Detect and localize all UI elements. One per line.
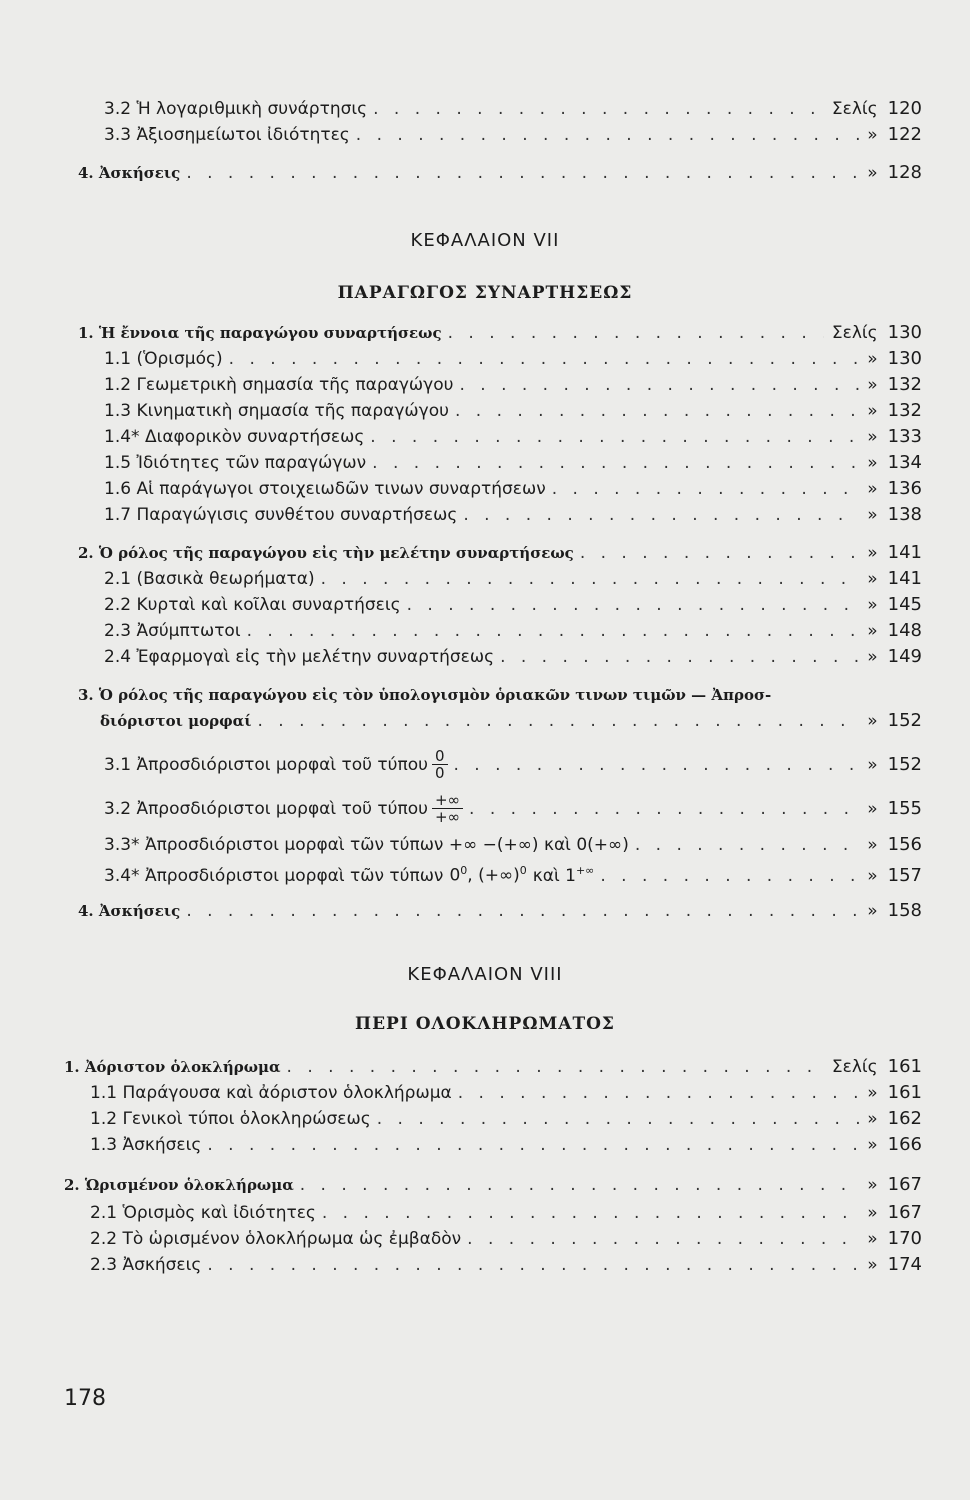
entry-page: 152	[887, 753, 922, 775]
entry-title: 3.2 Ἀπροσδιόριστοι μορφαὶ τοῦ τύπου	[104, 798, 428, 819]
entry-page: 133	[887, 426, 922, 447]
ditto-mark: »	[867, 754, 878, 775]
entry-title: 3.3 Ἀξιοσημείωτοι ἰδιότητες	[104, 125, 350, 145]
ditto-mark: »	[867, 349, 878, 369]
toc-entry-8-2[interactable]	[64, 1174, 922, 1196]
form-infinity-base: , (+∞)	[467, 865, 520, 886]
toc-entry-8-2-2[interactable]	[90, 1228, 922, 1250]
dot-leader	[454, 754, 860, 776]
ditto-mark: »	[867, 865, 878, 886]
entry-title: διόριστοι μορφαί	[100, 712, 252, 730]
entry-title: 2. Ὡρισμένον ὁλοκλήρωμα	[64, 1176, 294, 1194]
entry-page: 155	[887, 797, 922, 819]
dot-leader	[207, 1254, 859, 1276]
entry-page: 134	[887, 452, 922, 473]
entry-title: 1.7 Παραγώγισις συνθέτου συναρτήσεως	[104, 505, 458, 525]
ditto-mark: »	[867, 375, 878, 395]
dot-leader	[500, 646, 859, 668]
chapter-title: ΠΑΡΑΓΩΓΟΣ ΣΥΝΑΡΤΗΣΕΩΣ	[337, 283, 633, 303]
entry-title: 1.1 (Ὁρισμός)	[104, 349, 223, 369]
entry-page: 149	[887, 646, 922, 667]
entry-page: 161	[887, 1056, 922, 1077]
fraction-numerator: 0	[432, 748, 448, 765]
ditto-mark: »	[867, 453, 878, 473]
dot-leader	[373, 98, 824, 120]
toc-entry-7-2-3[interactable]	[104, 620, 922, 642]
dot-leader	[287, 1056, 824, 1078]
entry-title: 1.3 Κινηματικὴ σημασία τῆς παραγώγου	[104, 401, 449, 421]
entry-page: 130	[887, 348, 922, 369]
dot-leader	[467, 1228, 859, 1250]
entry-page: 166	[887, 1134, 922, 1155]
form-zero-base: 0	[449, 865, 461, 886]
fraction-numerator: +∞	[432, 792, 463, 809]
entry-page: 136	[887, 478, 922, 499]
entry-title: 3. Ὁ ρόλος τῆς παραγώγου εἰς τὸν ὑπολογισμὸν ὁριακῶν τινων τιμῶν — Ἀπροσ-	[78, 686, 772, 704]
ditto-mark: »	[867, 163, 878, 183]
entry-page: 120	[887, 98, 922, 119]
toc-entry-8-1[interactable]	[64, 1056, 922, 1078]
toc-entry-7-3-line1[interactable]	[78, 684, 922, 706]
entry-page: 157	[887, 864, 922, 886]
toc-entry-3-2[interactable]	[104, 98, 922, 120]
dot-leader	[455, 400, 859, 422]
ditto-mark: »	[867, 1229, 878, 1249]
entry-title: 2.4 Ἐφαρμογαὶ εἰς τὴν μελέτην συναρτήσεως	[104, 647, 495, 667]
ditto-mark: »	[867, 479, 878, 499]
dot-leader	[229, 348, 860, 370]
fraction-denominator: +∞	[434, 808, 461, 826]
ditto-mark: »	[867, 901, 878, 921]
entry-page: 141	[887, 542, 922, 563]
ditto-mark: »	[867, 621, 878, 641]
toc-entry-7-1-3[interactable]	[104, 400, 922, 422]
toc-entry-8-1-3[interactable]	[90, 1134, 922, 1156]
dot-leader	[186, 900, 859, 922]
entry-title: 4. Ἀσκήσεις	[78, 902, 181, 920]
dot-leader	[552, 478, 860, 500]
ditto-mark: »	[867, 1175, 878, 1195]
toc-entry-7-4[interactable]	[78, 900, 922, 922]
toc-entry-8-2-3[interactable]	[90, 1254, 922, 1276]
toc-entry-7-3-1[interactable]	[104, 748, 922, 781]
form-infinity-exponent: 0	[519, 864, 527, 877]
entry-title: 2.2 Τὸ ὡρισμένον ὁλοκλήρωμα ὡς ἐμβαδὸν	[90, 1229, 462, 1249]
entry-page: 152	[887, 710, 922, 731]
dot-leader	[356, 124, 859, 146]
entry-title: 3.1 Ἀπροσδιόριστοι μορφαὶ τοῦ τύπου	[104, 754, 428, 775]
ditto-mark: »	[867, 569, 878, 589]
chapter-heading: ΚΕΦΑΛΑΙΟΝ VII	[410, 230, 560, 251]
entry-page: 122	[887, 124, 922, 145]
entry-title: 2.2 Κυρταὶ καὶ κοῖλαι συναρτήσεις	[104, 595, 401, 615]
ditto-mark: »	[867, 125, 878, 145]
entry-page: 132	[887, 400, 922, 421]
entry-title: 2. Ὁ ρόλος τῆς παραγώγου εἰς τὴν μελέτην συναρτήσεως	[78, 544, 574, 562]
ditto-mark: »	[867, 647, 878, 667]
entry-title: 2.3 Ἀσύμπτωτοι	[104, 621, 241, 641]
entry-page: 162	[887, 1108, 922, 1129]
entry-title: 2.1 Ὁρισμὸς καὶ ἰδιότητες	[90, 1203, 316, 1223]
toc-entry-7-1-5[interactable]	[104, 452, 922, 474]
entry-title: 3.3* Ἀπροσδιόριστοι μορφαὶ τῶν τύπων +∞ −(+∞) καὶ 0(+∞)	[104, 835, 629, 855]
ditto-mark: »	[867, 798, 878, 819]
dot-leader	[247, 620, 860, 642]
toc-entry-7-1-6[interactable]	[104, 478, 922, 500]
dot-leader	[370, 426, 859, 448]
ditto-mark: »	[867, 711, 878, 731]
entry-page: 130	[887, 322, 922, 343]
entry-title: 1.2 Γεωμετρικὴ σημασία τῆς παραγώγου	[104, 375, 454, 395]
dot-leader	[321, 568, 860, 590]
dot-leader	[186, 162, 859, 184]
toc-entry-7-1-7[interactable]	[104, 504, 922, 526]
toc-entry-7-3-line2[interactable]	[100, 710, 922, 732]
ditto-mark: »	[867, 835, 878, 855]
fraction-denominator: 0	[434, 764, 445, 782]
toc-entry-7-2-1[interactable]	[104, 568, 922, 590]
toc-entry-7-2[interactable]	[78, 542, 922, 564]
fraction-infinity-over-infinity	[432, 792, 463, 825]
ditto-mark: »	[867, 1083, 878, 1103]
toc-entry-7-2-4[interactable]	[104, 646, 922, 668]
dot-leader	[580, 542, 859, 564]
dot-leader	[372, 452, 859, 474]
entry-title: 2.1 (Βασικὰ θεωρήματα)	[104, 569, 315, 589]
toc-entry-7-3-3[interactable]	[104, 834, 922, 856]
ditto-mark: »	[867, 427, 878, 447]
dot-leader	[257, 710, 859, 732]
toc-entry-8-2-1[interactable]	[90, 1202, 922, 1224]
indeterminate-forms	[449, 860, 594, 887]
entry-title: 1. Ἀόριστον ὁλοκλήρωμα	[64, 1058, 281, 1076]
dot-leader	[407, 594, 860, 616]
entry-page: 128	[887, 162, 922, 183]
ditto-mark: »	[867, 595, 878, 615]
page-number: 178	[64, 1386, 106, 1411]
ditto-mark: »	[867, 401, 878, 421]
form-one-base: καὶ 1	[532, 865, 576, 886]
entry-page: 141	[887, 568, 922, 589]
ditto-mark: »	[867, 1109, 878, 1129]
entry-title: 1.5 Ἰδιότητες τῶν παραγώγων	[104, 453, 367, 473]
toc-entry-4[interactable]	[78, 162, 922, 184]
entry-title: 1.4* Διαφορικὸν συναρτήσεως	[104, 427, 365, 447]
entry-title: 2.3 Ἀσκήσεις	[90, 1255, 202, 1275]
toc-entry-7-1-2[interactable]	[104, 374, 922, 396]
ditto-mark: »	[867, 1135, 878, 1155]
entry-title: 1.2 Γενικοὶ τύποι ὁλοκληρώσεως	[90, 1109, 371, 1129]
toc-entry-8-1-1[interactable]	[90, 1082, 922, 1104]
entry-page: 167	[887, 1202, 922, 1223]
entry-page: 145	[887, 594, 922, 615]
toc-entry-7-3-4[interactable]	[104, 860, 922, 887]
entry-page: 148	[887, 620, 922, 641]
dot-leader	[207, 1134, 859, 1156]
entry-page: 158	[887, 900, 922, 921]
dot-leader	[600, 865, 859, 887]
entry-title: 4. Ἀσκήσεις	[78, 164, 181, 182]
dot-leader	[322, 1202, 859, 1224]
page-label: Σελίς	[831, 323, 878, 343]
entry-title: 1. Ἡ ἔννοια τῆς παραγώγου συναρτήσεως	[78, 324, 442, 342]
dot-leader	[458, 1082, 860, 1104]
page-label: Σελίς	[831, 99, 878, 119]
entry-page: 167	[887, 1174, 922, 1195]
page-label: Σελίς	[831, 1057, 878, 1077]
ditto-mark: »	[867, 1255, 878, 1275]
entry-page: 161	[887, 1082, 922, 1103]
dot-leader	[469, 798, 859, 820]
entry-page: 138	[887, 504, 922, 525]
toc-entry-7-1-1[interactable]	[104, 348, 922, 370]
ditto-mark: »	[867, 505, 878, 525]
form-one-exponent: +∞	[575, 864, 595, 877]
toc-entry-7-1-4[interactable]	[104, 426, 922, 448]
toc-entry-7-1[interactable]	[78, 322, 922, 344]
entry-title: 1.3 Ἀσκήσεις	[90, 1135, 202, 1155]
entry-title: 1.1 Παράγουσα καὶ ἀόριστον ὁλοκλήρωμα	[90, 1083, 452, 1103]
chapter-title: ΠΕΡΙ ΟΛΟΚΛΗΡΩΜΑΤΟΣ	[355, 1014, 615, 1034]
ditto-mark: »	[867, 543, 878, 563]
toc-entry-8-1-2[interactable]	[90, 1108, 922, 1130]
dot-leader	[635, 834, 859, 856]
dot-leader	[448, 322, 824, 344]
toc-entry-7-3-2[interactable]	[104, 792, 922, 825]
ditto-mark: »	[867, 1203, 878, 1223]
entry-page: 170	[887, 1228, 922, 1249]
entry-page: 156	[887, 834, 922, 855]
dot-leader	[300, 1174, 859, 1196]
toc-entry-7-2-2[interactable]	[104, 594, 922, 616]
form-zero-exponent: 0	[460, 864, 468, 877]
dot-leader	[463, 504, 859, 526]
dot-leader	[377, 1108, 860, 1130]
fraction-zero-over-zero	[432, 748, 448, 781]
dot-leader	[459, 374, 859, 396]
entry-page: 174	[887, 1254, 922, 1275]
entry-title: 3.4* Ἀπροσδιόριστοι μορφαὶ τῶν τύπων	[104, 865, 444, 886]
entry-title: 3.2 Ἡ λογαριθμικὴ συνάρτησις	[104, 99, 368, 119]
toc-entry-3-3[interactable]	[104, 124, 922, 146]
entry-title: 1.6 Αἱ παράγωγοι στοιχειωδῶν τινων συναρτήσεων	[104, 479, 546, 499]
chapter-heading: ΚΕΦΑΛΑΙΟΝ VIII	[407, 964, 563, 985]
entry-page: 132	[887, 374, 922, 395]
